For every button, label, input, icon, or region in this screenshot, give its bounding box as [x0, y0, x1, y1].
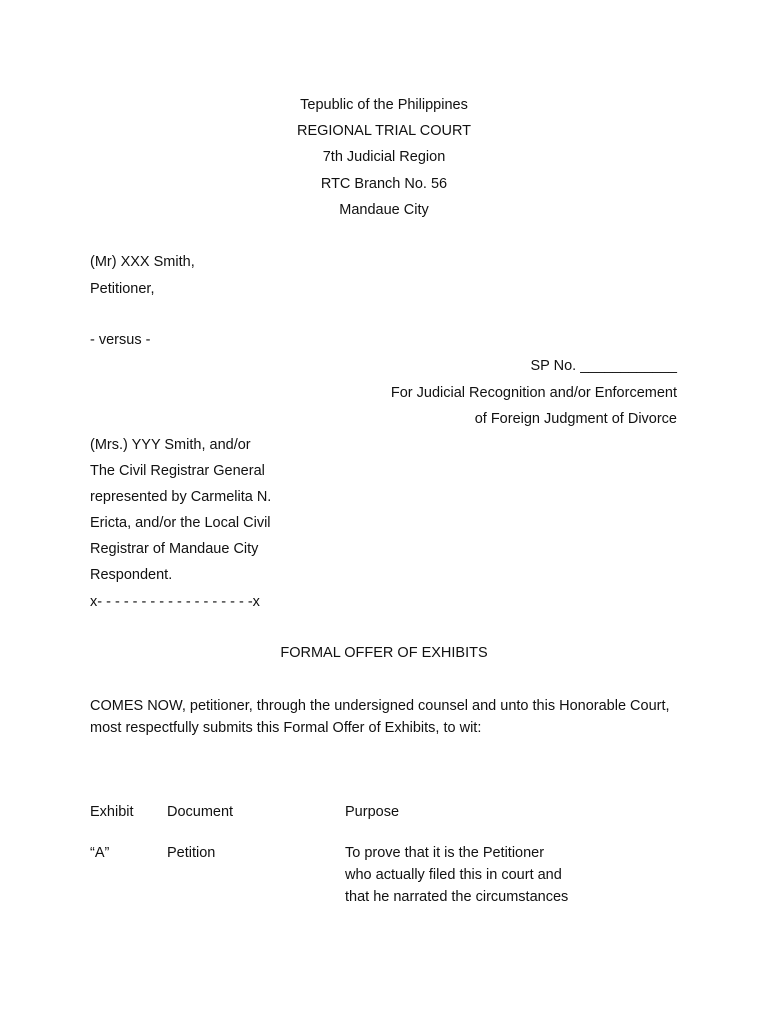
header-branch: RTC Branch No. 56	[320, 176, 448, 192]
versus-label: - versus -	[90, 332, 151, 348]
respondent-line-4: Ericta, and/or the Local Civil	[90, 515, 271, 531]
case-title-line-2: of Foreign Judgment of Divorce	[474, 411, 677, 427]
exhibit-column-header: Exhibit	[90, 804, 134, 820]
exhibit-purpose-line-3: that he narrated the circumstances	[345, 889, 569, 905]
case-sp-number: SP No. ____________	[530, 358, 677, 374]
exhibit-purpose-line-1: To prove that it is the Petitioner	[345, 845, 545, 861]
respondent-line-3: represented by Carmelita N.	[90, 489, 272, 505]
respondent-line-5: Registrar of Mandaue City	[90, 541, 259, 557]
header-region: 7th Judicial Region	[322, 149, 446, 165]
respondent-line-2: The Civil Registrar General	[90, 463, 265, 479]
exhibit-document: Petition	[167, 845, 216, 861]
header-court: REGIONAL TRIAL COURT	[296, 123, 472, 139]
respondent-line-1: (Mrs.) YYY Smith, and/or	[90, 437, 251, 453]
case-title-line-1: For Judicial Recognition and/or Enforcement	[390, 385, 677, 401]
petitioner-name: (Mr) XXX Smith,	[90, 254, 195, 270]
header-republic: Tepublic of the Philippines	[300, 97, 468, 113]
exhibit-letter: “A”	[90, 845, 110, 861]
intro-paragraph: COMES NOW, petitioner, through the undersigned counsel and unto this Honorable Court, most respectfully submits this Formal Offer of Exhibits, to wit:	[90, 698, 670, 736]
document-column-header: Document	[167, 804, 234, 820]
document-title: FORMAL OFFER OF EXHIBITS	[280, 645, 488, 661]
caption-separator: x- - - - - - - - - - - - - - - - - -x	[90, 594, 260, 610]
purpose-column-header: Purpose	[345, 804, 400, 820]
exhibit-purpose-line-2: who actually filed this in court and	[345, 867, 562, 883]
petitioner-role: Petitioner,	[90, 281, 155, 297]
header-city: Mandaue City	[339, 202, 429, 218]
respondent-role: Respondent.	[90, 567, 173, 583]
